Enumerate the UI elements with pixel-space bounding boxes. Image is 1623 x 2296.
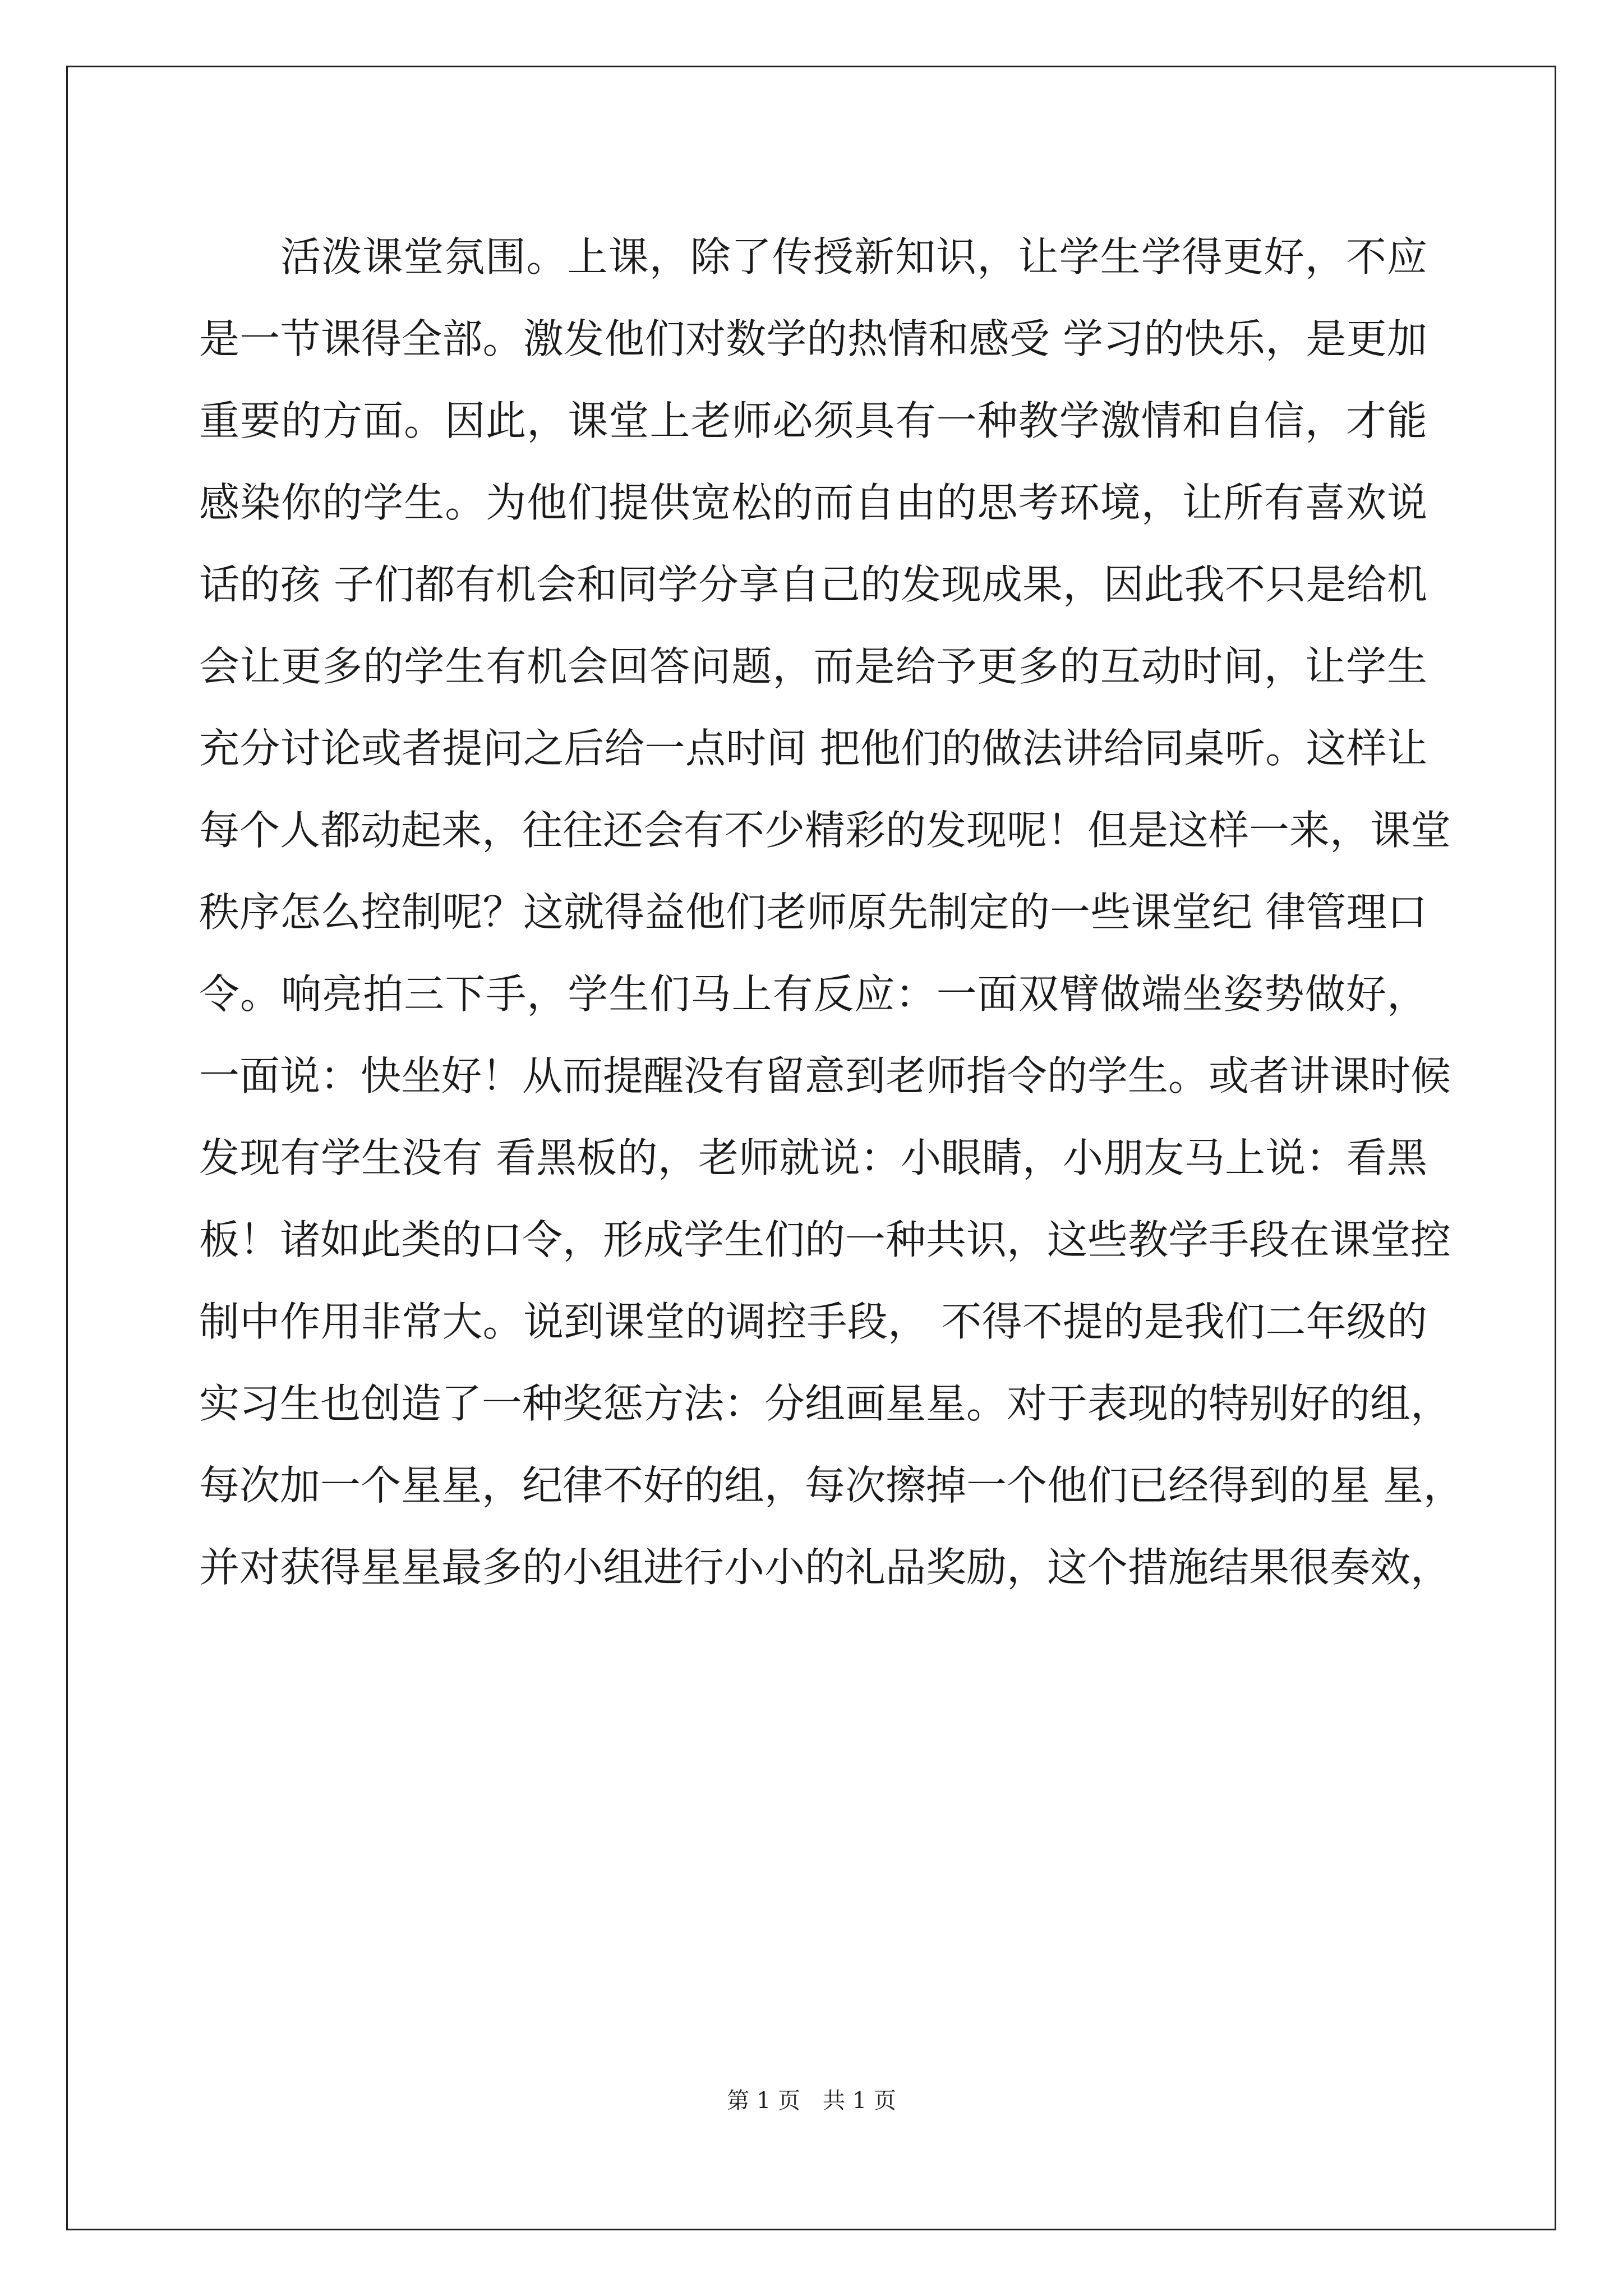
paragraph-line: 并对获得星星最多的小组进行小小的礼品奖励，这个措施结果很奏效， [199,1544,1451,1591]
paragraph-line: 是一节课得全部。激发他们对数学的热情和感受 学习的快乐，是更加 [199,315,1427,362]
paragraph-line: 重要的方面。因此，课堂上老师必须具有一种教学激情和自信，才能 [199,397,1427,444]
paragraph-line: 制中作用非常大。说到课堂的调控手段， 不得不提的是我们二年级的 [199,1298,1427,1345]
paragraph-line: 实习生也创造了一种奖惩方法：分组画星星。对于表现的特别好的组， [199,1380,1451,1427]
page-footer [0,2083,1623,2115]
page-total: 共 1 页 [823,2088,896,2114]
paragraph-line: 令。响亮拍三下手，学生们马上有反应：一面双臂做端坐姿势做好， [199,970,1427,1018]
paragraph-line: 活泼课堂氛围。上课，除了传授新知识，让学生学得更好，不应 [280,233,1427,280]
paragraph-line: 充分讨论或者提问之后给一点时间 把他们的做法讲给同桌听。这样让 [199,725,1427,772]
paragraph-line: 一面说：快坐好！从而提醒没有留意到老师指令的学生。或者讲课时候 [199,1052,1451,1099]
paragraph-line: 每个人都动起来，往往还会有不少精彩的发现呢！但是这样一来，课堂 [199,807,1451,854]
paragraph-line: 发现有学生没有 看黑板的，老师就说：小眼睛，小朋友马上说：看黑 [199,1134,1427,1181]
paragraph-line: 话的孩 子们都有机会和同学分享自己的发现成果，因此我不只是给机 [199,561,1427,608]
paragraph-line: 感染你的学生。为他们提供宽松的而自由的思考环境，让所有喜欢说 [199,479,1427,526]
paragraph-line: 板！诸如此类的口令，形成学生们的一种共识，这些教学手段在课堂控 [199,1216,1451,1263]
document-body [199,216,1464,1608]
paragraph-line: 每次加一个星星，纪律不好的组，每次擦掉一个他们已经得到的星 星， [199,1462,1464,1509]
paragraph-line: 会让更多的学生有机会回答问题，而是给予更多的互动时间，让学生 [199,643,1427,690]
page-number: 第 1 页 [727,2088,800,2114]
paragraph-line: 秩序怎么控制呢？这就得益他们老师原先制定的一些课堂纪 律管理口 [199,889,1427,936]
